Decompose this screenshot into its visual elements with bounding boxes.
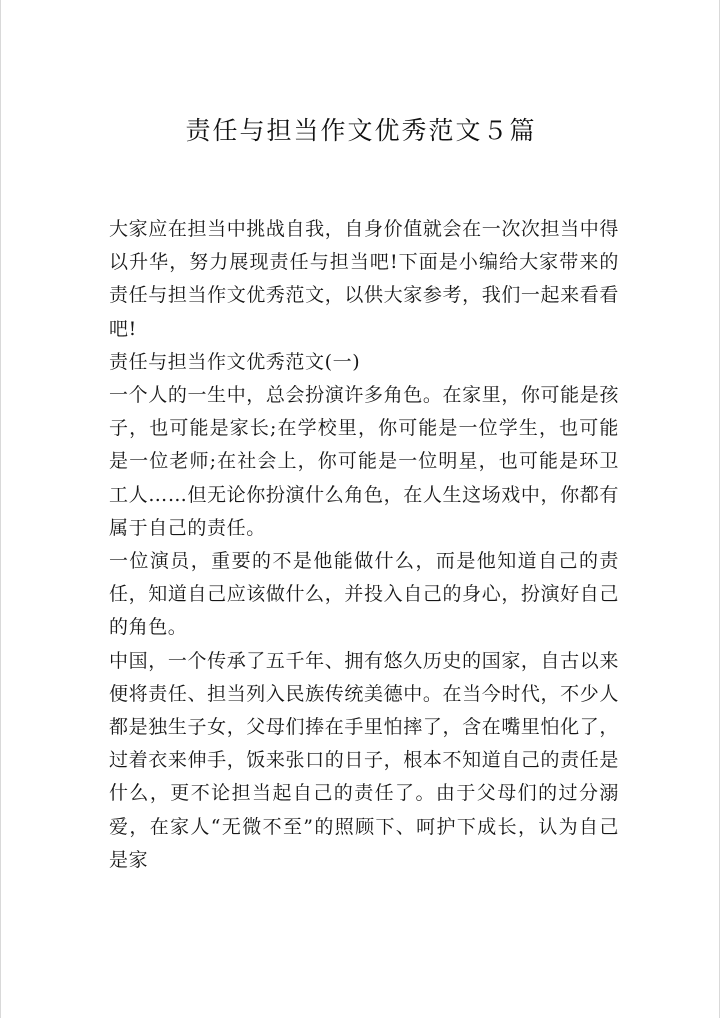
paragraph-intro: 大家应在担当中挑战自我，自身价值就会在一次次担当中得以升华，努力展现责任与担当吧!下面是小编给大家带来的责任与担当作文优秀范文，以供大家参考，我们一起来看看吧! xyxy=(109,218,619,340)
paragraph-china: 中国，一个传承了五千年、拥有悠久历史的国家，自古以来便将责任、担当列入民族传统美德中。在当今时代，不少人都是独生子女，父母们捧在手里怕摔了，含在嘴里怕化了，过着衣来伸手，饭来张口的日子，根本不知道自己的责任是什么，更不论担当起自己的责任了。由于父母们的过分溺爱，在家人“无微不至”的照顾下、呵护下成长，认为自己是家 xyxy=(109,649,619,871)
document-body xyxy=(109,213,619,877)
paragraph-actor: 一位演员，重要的不是他能做什么，而是他知道自己的责任，知道自己应该做什么，并投入自己的身心，扮演好自己的角色。 xyxy=(109,550,619,639)
paragraph-roles: 一个人的一生中，总会扮演许多角色。在家里，你可能是孩子，也可能是家长;在学校里，你可能是一位学生，也可能是一位老师;在社会上，你可能是一位明星，也可能是环卫工人……但无论你扮演什么角色，在人生这场戏中，你都有属于自己的责任。 xyxy=(109,384,619,539)
paragraph-section-heading: 责任与担当作文优秀范文(一) xyxy=(109,350,361,373)
document-title: 责任与担当作文优秀范文５篇 xyxy=(185,116,537,145)
